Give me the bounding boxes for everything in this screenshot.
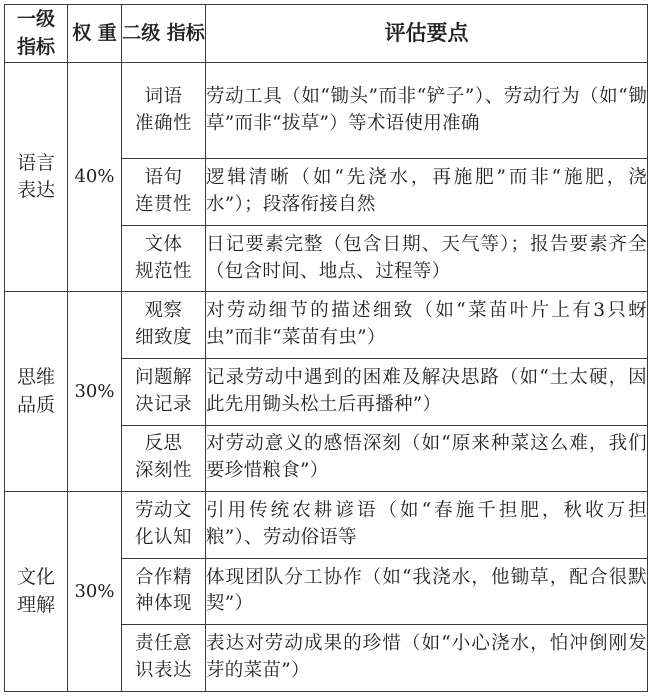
level2-cell: 劳动文 化认知 — [122, 492, 206, 559]
level2-cell: 问题解 决记录 — [122, 358, 206, 425]
level1-cell: 语言 表达 — [5, 63, 68, 292]
points-cell: 记录劳动中遇到的困难及解决思路（如“土太硬，因此先用锄头松土后再播种”） — [206, 358, 648, 425]
header-level1: 一级 指标 — [5, 5, 68, 63]
level1-cell: 思维 品质 — [5, 292, 68, 492]
level2-cell: 语句 连贯性 — [122, 159, 206, 226]
points-cell: 引用传统农耕谚语（如“春施千担肥，秋收万担粮”）、劳动俗语等 — [206, 492, 648, 559]
header-weight: 权 重 — [68, 5, 122, 63]
level2-cell: 文体 规范性 — [122, 225, 206, 292]
header-points: 评估要点 — [206, 5, 648, 63]
evaluation-rubric-table — [4, 4, 648, 692]
points-cell: 日记要素完整（包含日期、天气等）；报告要素齐全（包含时间、地点、过程等） — [206, 225, 648, 292]
points-cell: 表达对劳动成果的珍惜（如“小心浇水，怕冲倒刚发芽的菜苗”） — [206, 625, 648, 692]
table-row — [5, 292, 648, 359]
points-cell: 劳动工具（如“锄头”而非“铲子”）、劳动行为（如“锄草”而非“拔草”）等术语使用准确 — [206, 63, 648, 159]
level2-cell: 责任意 识表达 — [122, 625, 206, 692]
header-row — [5, 5, 648, 63]
level1-cell: 文化 理解 — [5, 492, 68, 692]
level2-cell: 观察 细致度 — [122, 292, 206, 359]
points-cell: 对劳动意义的感悟深刻（如“原来种菜这么难，我们要珍惜粮食”） — [206, 425, 648, 492]
level2-cell: 词语 准确性 — [122, 63, 206, 159]
weight-cell: 30% — [68, 292, 122, 492]
points-cell: 体现团队分工协作（如“我浇水，他锄草，配合很默契”） — [206, 558, 648, 625]
level2-cell: 合作精 神体现 — [122, 558, 206, 625]
table-row — [5, 492, 648, 559]
points-cell: 对劳动细节的描述细致（如“菜苗叶片上有3只蚜虫”而非“菜苗有虫”） — [206, 292, 648, 359]
header-level2: 二级 指标 — [122, 5, 206, 63]
level2-cell: 反思 深刻性 — [122, 425, 206, 492]
table-row — [5, 63, 648, 159]
points-cell: 逻辑清晰（如“先浇水，再施肥”而非“施肥，浇水”）；段落衔接自然 — [206, 159, 648, 226]
weight-cell: 30% — [68, 492, 122, 692]
weight-cell: 40% — [68, 63, 122, 292]
